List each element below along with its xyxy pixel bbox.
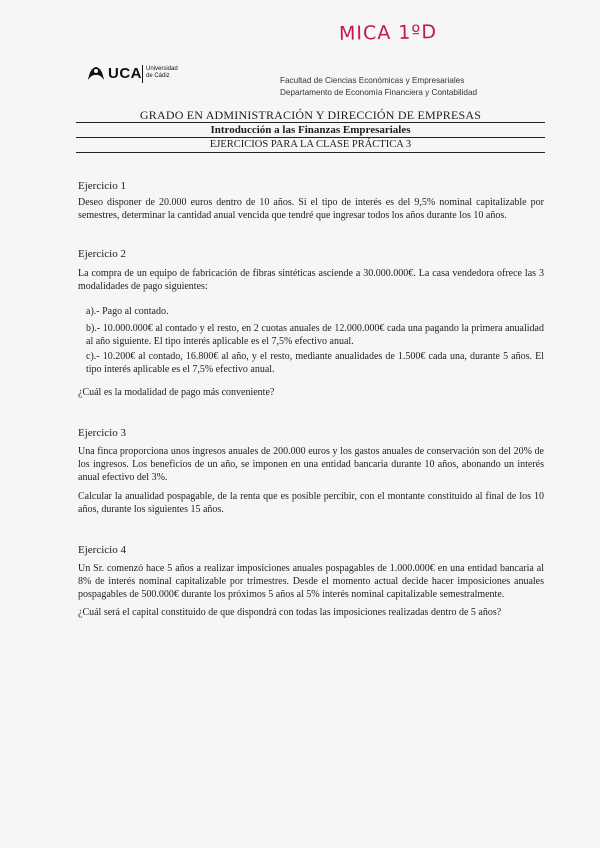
uca-emblem-icon [86, 66, 106, 82]
exercise-2-intro: La compra de un equipo de fabricación de fibras sintéticas asciende a 30.000.000€. La casa vendedora ofrece las 3 modalidades de pago siguientes: [78, 268, 544, 292]
practice-subtitle: EJERCICIOS PARA LA CLASE PRÁCTICA 3 [209, 139, 412, 150]
exercise-4-title: Ejercicio 4 [78, 544, 126, 556]
logo-divider [142, 65, 143, 83]
university-logo [86, 62, 186, 86]
exercise-3-text-1: Una finca proporciona unos ingresos anuales de 200.000 euros y los gastos anuales de conservación son del 20% de los ingresos. Los beneficios de un año, se imponen en una entidad bancaria durante 10 años, abonando un interés anual efectivo del 3%. [78, 446, 544, 483]
exercise-1 [78, 180, 544, 222]
exercise-4 [78, 544, 544, 619]
exercise-2-question: ¿Cuál es la modalidad de pago más conveniente? [78, 387, 275, 398]
exercise-4-text-1: Un Sr. comenzó hace 5 años a realizar imposiciones anuales pospagables de 1.000.000€ en una entidad bancaria al 8% de interés nominal capitalizable por trimestres. Desde el momento actual decide hacer imposiciones anuales pospagables de 500.000€ durante los próximos 5 años al 5% interés nominal capitalizable semestralmente. [78, 563, 544, 600]
header-rule-3 [76, 152, 545, 153]
exercise-2-option-a: a).- Pago al contado. [86, 306, 169, 317]
faculty-block [280, 75, 477, 99]
course-title: Introducción a las Finanzas Empresariales [210, 124, 411, 136]
logo-university: Universidad de Cádiz [146, 66, 178, 79]
exercise-2 [78, 248, 544, 399]
exercise-4-text-2: ¿Cuál será el capital constituido de que dispondrá con todas las imposiciones realizadas dentro de 5 años? [78, 607, 502, 618]
department-name: Departamento de Economía Financiera y Contabilidad [280, 88, 478, 97]
exercise-1-title: Ejercicio 1 [78, 180, 126, 192]
handwritten-note: MICA 1ºD [338, 21, 438, 45]
exercise-3 [78, 427, 544, 516]
exercise-2-option-c: c).- 10.200€ al contado, 16.800€ al año, y el resto, mediante anualidades de 1.500€ cada una, durante 5 años. El tipo interés aplicable es el 7,5% efectivo anual. [86, 351, 544, 375]
exercise-2-title: Ejercicio 2 [78, 248, 126, 260]
exercise-2-option-b: b).- 10.000.000€ al contado y el resto, en 2 cuotas anuales de 12.000.000€ cada una pagando la primera anualidad al año siguiente. El tipo interés aplicable es el 7,5% efectivo anual. [86, 323, 544, 347]
faculty-name: Facultad de Ciencias Económicas y Empresariales [280, 76, 465, 85]
header-box [76, 108, 545, 154]
exercise-3-title: Ejercicio 3 [78, 427, 126, 439]
degree-title: GRADO EN ADMINISTRACIÓN Y DIRECCIÓN DE EMPRESAS [139, 108, 482, 122]
header-rule-2 [76, 137, 545, 138]
logo-brand: UCA [108, 65, 142, 82]
exercise-1-text: Deseo disponer de 20.000 euros dentro de 10 años. Si el tipo de interés es del 9,5% nominal capitalizable por semestres, determinar la cantidad anual vencida que tendré que ingresar todos los años durante los 10 años. [78, 197, 544, 221]
exercise-3-text-2: Calcular la anualidad pospagable, de la renta que es posible percibir, con el montante constituido al final de los 10 años, durante los siguientes 15 años. [78, 491, 544, 515]
